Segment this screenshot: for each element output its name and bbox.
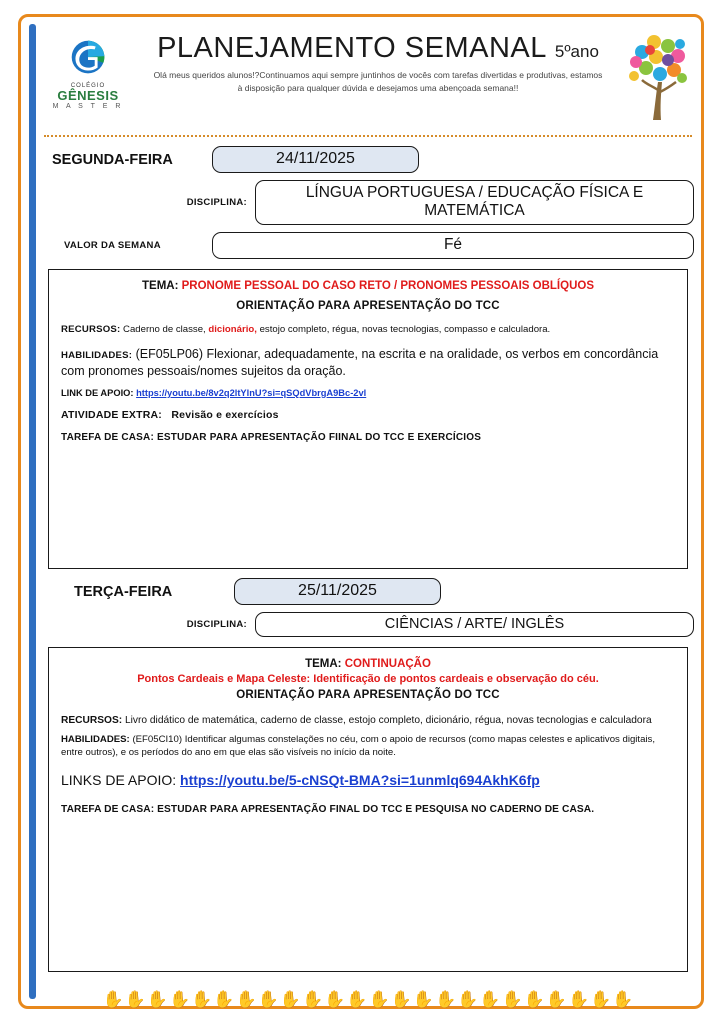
recursos-monday <box>61 323 675 337</box>
link-row-monday <box>61 388 675 398</box>
tree-illustration <box>622 28 694 127</box>
recursos-pre-monday: Caderno de classe, <box>123 324 206 335</box>
date-field-monday[interactable]: 24/11/2025 <box>212 146 419 173</box>
tema-label-monday: TEMA: <box>142 280 179 292</box>
header-center <box>134 28 622 95</box>
hand-icon: ✋ <box>235 989 257 1009</box>
day-row-tuesday <box>42 578 694 605</box>
link-row-tuesday <box>61 772 675 788</box>
hand-icon: ✋ <box>368 989 390 1009</box>
tarefa-casa-tuesday: TAREFA DE CASA: ESTUDAR PARA APRESENTAÇÃO FINAL DO TCC E PESQUISA NO CADERNO DE CASA. <box>61 803 595 815</box>
hand-icon: ✋ <box>124 989 146 1009</box>
tema-line-monday <box>61 280 675 292</box>
content-panel-monday <box>48 269 688 569</box>
hand-icon: ✋ <box>479 989 501 1009</box>
atividade-extra-text-monday: Revisão e exercícios <box>171 408 279 421</box>
hand-icon: ✋ <box>191 989 213 1009</box>
hand-icon: ✋ <box>324 989 346 1009</box>
day-label-tuesday: TERÇA-FEIRA <box>74 583 173 600</box>
hand-icon: ✋ <box>590 989 612 1009</box>
hand-icon: ✋ <box>146 989 168 1009</box>
header-divider <box>44 135 692 137</box>
day-row-monday <box>42 146 694 173</box>
habilidades-label-tuesday: HABILIDADES: <box>61 733 130 745</box>
orientacao-monday: ORIENTAÇÃO PARA APRESENTAÇÃO DO TCC <box>236 300 500 312</box>
hand-icon: ✋ <box>545 989 568 1009</box>
orientacao-tuesday: ORIENTAÇÃO PARA APRESENTAÇÃO DO TCC <box>236 688 500 701</box>
colorful-tree-icon <box>622 30 694 122</box>
disciplina-field-monday[interactable]: LÍNGUA PORTUGUESA / EDUCAÇÃO FÍSICA E MATEMÁTICA <box>255 180 694 225</box>
logo-master-label: M A S T E R <box>52 102 124 110</box>
logo-brand-name: GÊNESIS <box>57 88 119 103</box>
grade-label: 5ºano <box>554 42 599 61</box>
disciplina-row-monday <box>42 180 694 225</box>
content-panel-tuesday <box>48 647 688 972</box>
genesis-logo-icon <box>65 36 111 82</box>
hand-icon: ✋ <box>279 989 301 1009</box>
hand-icon: ✋ <box>102 989 124 1009</box>
hand-icon: ✋ <box>435 989 457 1009</box>
recursos-highlight-monday: dicionário, <box>208 324 257 335</box>
valor-row-monday <box>42 232 694 259</box>
atividade-extra-monday <box>61 409 675 421</box>
recursos-label-monday: RECURSOS: <box>61 324 121 335</box>
tema-sub-tuesday: Pontos Cardeais e Mapa Celeste: Identificação de pontos cardeais e observação do céu. <box>137 673 599 685</box>
hand-icon: ✋ <box>412 989 435 1009</box>
recursos-text-tuesday: Livro didático de matemática, caderno de classe, estojo completo, dicionário, régua, novas tecnologias e calculadora <box>124 714 652 726</box>
valor-label-monday: VALOR DA SEMANA <box>64 240 161 251</box>
tema-line-tuesday <box>61 658 675 670</box>
hand-icon: ✋ <box>257 989 279 1009</box>
footer-hands-decoration <box>46 986 690 1012</box>
intro-text: Olá meus queridos alunos!?Continuamos aqui sempre juntinhos de vocês com tarefas divertidas e produtivas, estamos à disposição para qualquer dúvida e desejamos uma abençoada semana!! <box>153 70 603 94</box>
hand-icon: ✋ <box>213 989 235 1009</box>
hand-icon: ✋ <box>346 989 368 1009</box>
hand-icon: ✋ <box>523 989 545 1009</box>
tarefa-casa-monday: TAREFA DE CASA: ESTUDAR PARA APRESENTAÇÃO FIINAL DO TCC E EXERCÍCIOS <box>61 431 482 443</box>
date-field-tuesday[interactable]: 25/11/2025 <box>234 578 441 605</box>
habilidades-text-tuesday: (EF05CI10) Identificar algumas constelações no céu, com o apoio de recursos (como mapas celestes e aplicativos digitais, entre outros), e os períodos do ano em que elas são visíveis no início da noite. <box>61 733 656 758</box>
recursos-tuesday <box>61 714 675 728</box>
link-apoio-tuesday[interactable]: https://youtu.be/5-cNSQt-BMA?si=1unmlq694AkhK6fp <box>180 771 540 788</box>
disciplina-field-tuesday[interactable]: CIÊNCIAS / ARTE/ INGLÊS <box>255 612 694 637</box>
hand-icon: ✋ <box>457 989 479 1009</box>
hand-icon: ✋ <box>568 989 590 1009</box>
habilidades-tuesday <box>61 734 675 760</box>
link-label-tuesday: LINKS DE APOIO: <box>61 771 177 788</box>
disciplina-label-tuesday: DISCIPLINA: <box>186 619 247 630</box>
day-label-monday: SEGUNDA-FEIRA <box>52 151 173 168</box>
disciplina-row-tuesday <box>42 612 694 637</box>
tema-text-tuesday: CONTINUAÇÃO <box>344 658 431 670</box>
link-label-monday: LINK DE APOIO: <box>61 387 134 398</box>
valor-field-monday[interactable]: Fé <box>212 232 694 259</box>
hand-icon: ✋ <box>301 989 324 1009</box>
school-logo <box>42 28 134 110</box>
hand-icon: ✋ <box>501 989 523 1009</box>
disciplina-label-monday: DISCIPLINA: <box>186 197 247 208</box>
document-content <box>42 22 694 1009</box>
hand-icon: ✋ <box>390 989 412 1009</box>
habilidades-text-monday: (EF05LP06) Flexionar, adequadamente, na escrita e na oralidade, os verbos em concordância com pronomes pessoais/nomes sujeitos da oração. <box>61 346 659 378</box>
document-left-blue-bar <box>29 24 36 999</box>
page-title: PLANEJAMENTO SEMANAL <box>157 32 547 64</box>
tema-label-tuesday: TEMA: <box>305 658 342 670</box>
link-apoio-monday[interactable]: https://youtu.be/8v2q2ltYlnU?si=qSQdVbrgA9Bc-2vl <box>136 387 367 398</box>
recursos-label-tuesday: RECURSOS: <box>61 714 123 726</box>
habilidades-label-monday: HABILIDADES: <box>61 349 133 361</box>
atividade-extra-label-monday: ATIVIDADE EXTRA: <box>61 408 163 421</box>
hand-icon: ✋ <box>612 989 634 1009</box>
habilidades-monday <box>61 346 675 380</box>
hand-icon: ✋ <box>168 989 191 1009</box>
tema-text-monday: PRONOME PESSOAL DO CASO RETO / PRONOMES PESSOAIS OBLÍQUOS <box>181 280 594 292</box>
recursos-post-monday: estojo completo, régua, novas tecnologias, compasso e calculadora. <box>259 324 551 335</box>
logo-colegio-label: COLÉGIO <box>70 83 106 89</box>
document-header <box>42 22 694 129</box>
